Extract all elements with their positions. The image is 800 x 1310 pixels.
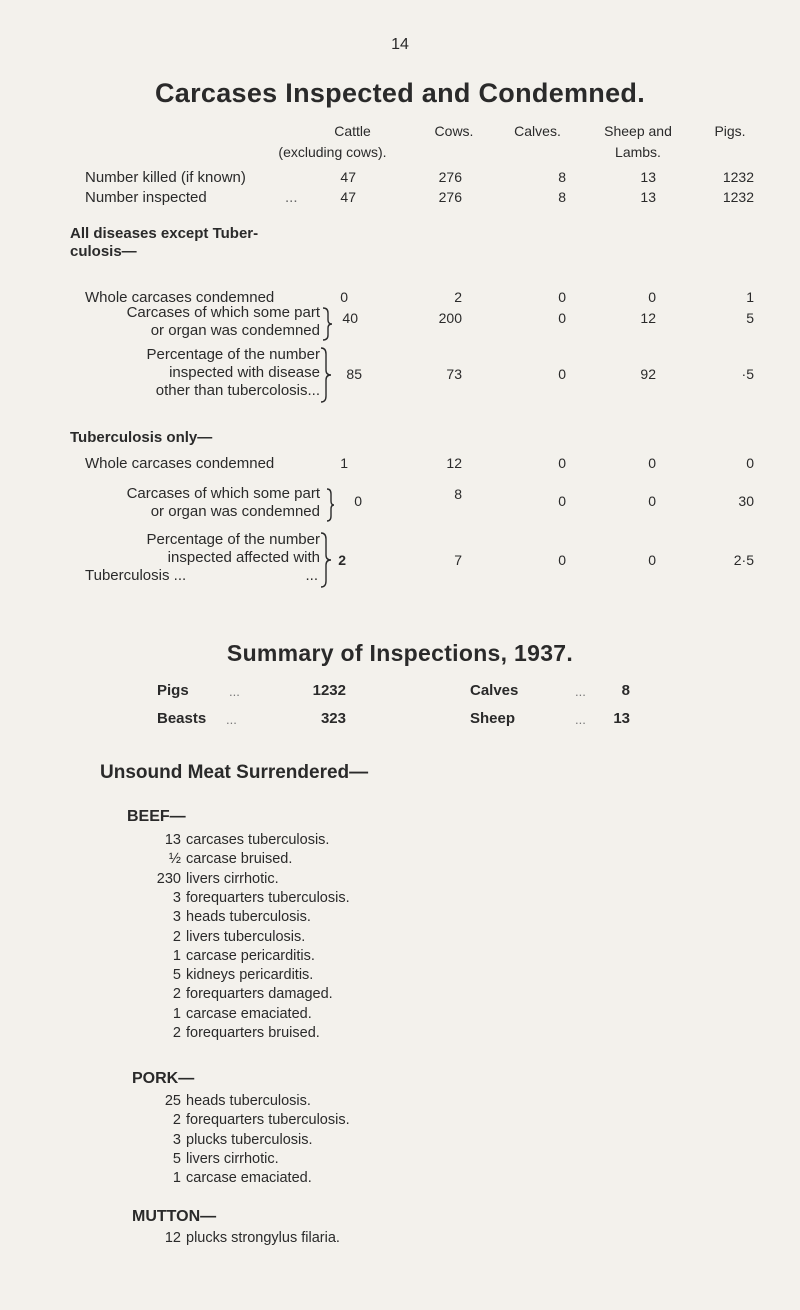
cell: 1232: [722, 169, 754, 185]
column-header-sheep-line2: Lambs.: [615, 144, 661, 160]
unsound-meat-title: Unsound Meat Surrendered—: [100, 762, 369, 783]
summary-calves-label: Calves: [470, 682, 519, 699]
row-label-dots: ...: [285, 189, 298, 206]
mutton-heading: MUTTON—: [132, 1208, 217, 1225]
column-header-cows: Cows.: [434, 123, 474, 139]
cell: 8: [558, 169, 566, 185]
row-label: [60, 485, 320, 521]
summary-pigs-label: Pigs: [157, 682, 189, 699]
list-item-count: 2: [172, 1112, 181, 1129]
cell: 0: [558, 552, 566, 568]
row-label-line3-dots: ...: [305, 567, 318, 584]
list-item-count: 5: [172, 1150, 181, 1167]
row-label-line1: Carcases of which some part: [126, 304, 320, 321]
summary-dots: ...: [229, 684, 240, 699]
summary-dots: ...: [226, 712, 237, 727]
list-item-text: livers tuberculosis.: [186, 928, 306, 945]
cell: 2·5: [733, 552, 754, 568]
column-header-calves: Calves.: [514, 123, 561, 139]
column-header-sheep-line1: Sheep and: [604, 123, 672, 139]
cell: 0: [648, 552, 656, 568]
summary-sheep-label: Sheep: [470, 710, 516, 727]
list-item-count: 2: [172, 1025, 181, 1041]
row-label: Whole carcases condemned: [85, 289, 275, 306]
section-heading-all-diseases: [70, 225, 258, 261]
cell: 0: [746, 455, 754, 471]
list-item-count: 3: [172, 1131, 181, 1148]
list-item-text: heads tuberculosis.: [186, 1093, 311, 1109]
cell: 0: [648, 289, 656, 305]
summary-dots: ...: [575, 684, 586, 699]
row-label: Number killed (if known): [85, 169, 246, 186]
row-label-line1: Carcases of which some part: [126, 485, 320, 502]
cell: 1232: [722, 189, 754, 205]
cell: 276: [438, 189, 462, 205]
list-item-text: forequarters bruised.: [186, 1025, 320, 1041]
section-heading-line2: culosis—: [70, 243, 137, 260]
cell: 0: [558, 455, 566, 471]
cell: 1: [746, 289, 754, 305]
summary-beasts-value: 323: [320, 710, 346, 727]
cell: 47: [340, 189, 356, 205]
cell: 0: [558, 366, 566, 382]
summary-title: Summary of Inspections, 1937.: [226, 640, 574, 666]
row-label: Whole carcases condemned: [85, 455, 275, 472]
cell: 5: [746, 310, 754, 326]
pork-heading: PORK—: [132, 1070, 195, 1087]
cell: 0: [340, 289, 348, 305]
row-label-line2: inspected with disease: [169, 364, 320, 381]
cell: 0: [354, 493, 362, 509]
list-item-text: kidneys pericarditis.: [186, 967, 314, 984]
cell: 7: [454, 552, 462, 568]
summary-calves-value: 8: [621, 682, 630, 699]
row-label-line2: or organ was condemned: [150, 322, 320, 339]
list-item-count: 1: [172, 1005, 181, 1022]
list-item-count: 5: [172, 967, 181, 984]
list-item-text: carcase bruised.: [186, 851, 293, 868]
column-header-sheep: [588, 122, 688, 161]
list-item-text: carcase emaciated.: [186, 1005, 312, 1022]
row-label-line3: [60, 567, 320, 585]
summary-dots: ...: [575, 712, 586, 727]
cell: 12: [640, 310, 656, 326]
list-item-text: forequarters damaged.: [186, 986, 333, 1003]
row-label: [60, 531, 320, 585]
column-header-cattle-sub: (excluding cows).: [278, 144, 387, 160]
cell: 13: [640, 169, 656, 185]
cell: 30: [738, 493, 754, 509]
summary-beasts-label: Beasts: [157, 710, 207, 727]
cell: 0: [648, 455, 656, 471]
list-item-count: 2: [172, 928, 181, 945]
summary-sheep-value: 13: [613, 710, 630, 727]
page-number: 14: [391, 36, 409, 53]
row-label-line2: inspected affected with: [167, 549, 320, 566]
cell: ·5: [741, 366, 754, 382]
list-item-count: 3: [172, 909, 181, 926]
page-title: Carcases Inspected and Condemned.: [154, 78, 646, 108]
list-item-count: 25: [164, 1093, 181, 1109]
list-item-text: heads tuberculosis.: [186, 909, 311, 926]
list-item-text: plucks strongylus filaria.: [186, 1230, 340, 1246]
cell: 276: [438, 169, 462, 185]
cell: 12: [446, 455, 462, 471]
cell: 47: [340, 169, 356, 185]
cell: 40: [342, 310, 358, 326]
summary-pigs-value: 1232: [312, 682, 346, 699]
list-item-text: carcases tuberculosis.: [186, 832, 330, 848]
section-heading-tuberculosis: Tuberculosis only—: [70, 429, 213, 446]
cell: 13: [640, 189, 656, 205]
column-header-cattle-line1: Cattle: [334, 123, 371, 139]
column-header-cattle: [300, 122, 405, 140]
cell: 200: [438, 310, 462, 326]
list-item-count: 3: [172, 889, 181, 906]
cell: 0: [558, 310, 566, 326]
list-item-text: carcase pericarditis.: [186, 947, 315, 964]
cell: 2: [338, 552, 346, 568]
list-item-text: livers cirrhotic.: [186, 1150, 279, 1167]
section-heading-line1: All diseases except Tuber-: [70, 225, 259, 242]
row-label-line3-text: Tuberculosis ...: [85, 567, 187, 584]
list-item-text: carcase emaciated.: [186, 1170, 312, 1187]
list-item-count: 230: [156, 870, 181, 887]
list-item-count: 1: [172, 1170, 181, 1187]
list-item-text: forequarters tuberculosis.: [186, 889, 350, 906]
row-label-line3: other than tubercolosis...: [155, 382, 320, 399]
cell: 2: [454, 289, 462, 305]
beef-heading: BEEF—: [127, 808, 186, 825]
row-label: [60, 304, 320, 340]
list-item-text: forequarters tuberculosis.: [186, 1112, 350, 1129]
row-label-line2: or organ was condemned: [150, 503, 320, 520]
cell: 85: [346, 366, 362, 382]
cell: 73: [446, 366, 462, 382]
cell: 0: [648, 493, 656, 509]
cell: 1: [340, 455, 348, 471]
row-label-line1: Percentage of the number: [146, 346, 320, 363]
list-item-text: plucks tuberculosis.: [186, 1131, 313, 1148]
list-item-text: livers cirrhotic.: [186, 870, 279, 887]
cell: 8: [454, 486, 462, 502]
cell: 92: [640, 366, 656, 382]
list-item-count: 2: [172, 986, 181, 1003]
row-label: [60, 346, 320, 400]
list-item-count: 13: [164, 832, 181, 848]
row-label: Number inspected: [85, 189, 207, 206]
row-label-line1: Percentage of the number: [146, 531, 320, 548]
column-header-pigs: Pigs.: [714, 123, 746, 139]
cell: 8: [558, 189, 566, 205]
list-item-count: ½: [168, 851, 181, 868]
cell: 0: [558, 289, 566, 305]
list-item-count: 12: [164, 1230, 181, 1246]
cell: 0: [558, 493, 566, 509]
list-item-count: 1: [172, 947, 181, 964]
